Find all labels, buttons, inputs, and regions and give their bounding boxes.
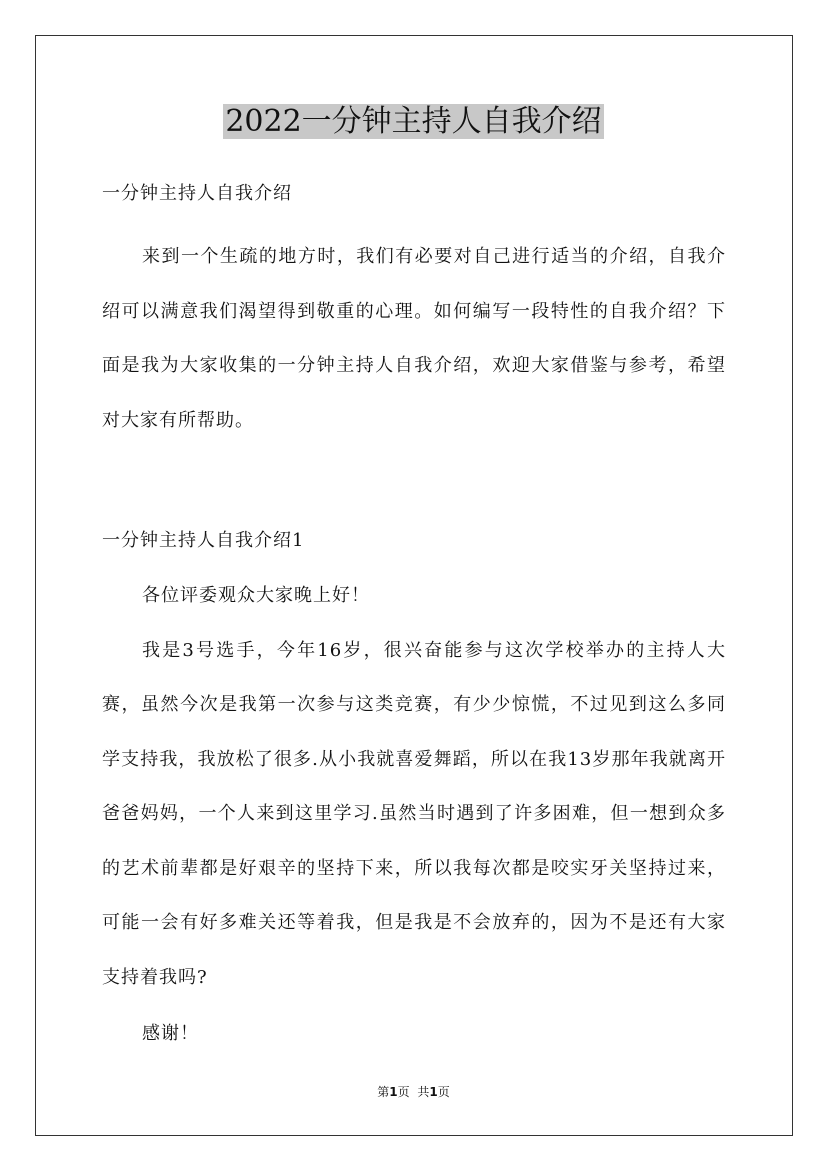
intro-paragraph: 来到一个生疏的地方时，我们有必要对自己进行适当的介绍，自我介绍可以满意我们渴望得到敬重的心理。如何编写一段特性的自我介绍？下面是我为大家收集的一分钟主持人自我介绍，欢迎大家借鉴与参考，希望对大家有所帮助。: [102, 246, 726, 431]
greeting-paragraph: 各位评委观众大家晚上好！: [142, 585, 370, 606]
document-body: [102, 175, 726, 1062]
footer-page-prefix: 第: [377, 1085, 390, 1099]
document-heading: 一分钟主持人自我介绍: [102, 183, 292, 204]
body-paragraph: 我是3号选手，今年16岁，很兴奋能参与这次学校举办的主持人大赛，虽然今次是我第一次参与这类竞赛，有少少惊慌，不过见到这么多同学支持我，我放松了很多.从小我就喜爱舞蹈，所以在我13岁那年我就离开爸爸妈妈，一个人来到这里学习.虽然当时遇到了许多困难，但一想到众多的艺术前辈都是好艰辛的坚持下来，所以我每次都是咬实牙关坚持过来，可能一会有好多难关还等着我，但是我是不会放弃的，因为不是还有大家支持着我吗?: [102, 639, 726, 988]
page-footer: [0, 1083, 827, 1100]
footer-total-number: 1: [429, 1085, 438, 1099]
footer-page-number: 1: [389, 1085, 398, 1099]
document-title: [0, 100, 827, 144]
document-title-text: 2022一分钟主持人自我介绍: [225, 104, 602, 139]
footer-total-prefix: 共: [417, 1085, 430, 1099]
closing-paragraph: 感谢！: [142, 1023, 199, 1044]
footer-page-suffix: 页: [397, 1085, 410, 1099]
section-heading: 一分钟主持人自我介绍1: [102, 530, 305, 551]
footer-total-suffix: 页: [437, 1085, 450, 1099]
